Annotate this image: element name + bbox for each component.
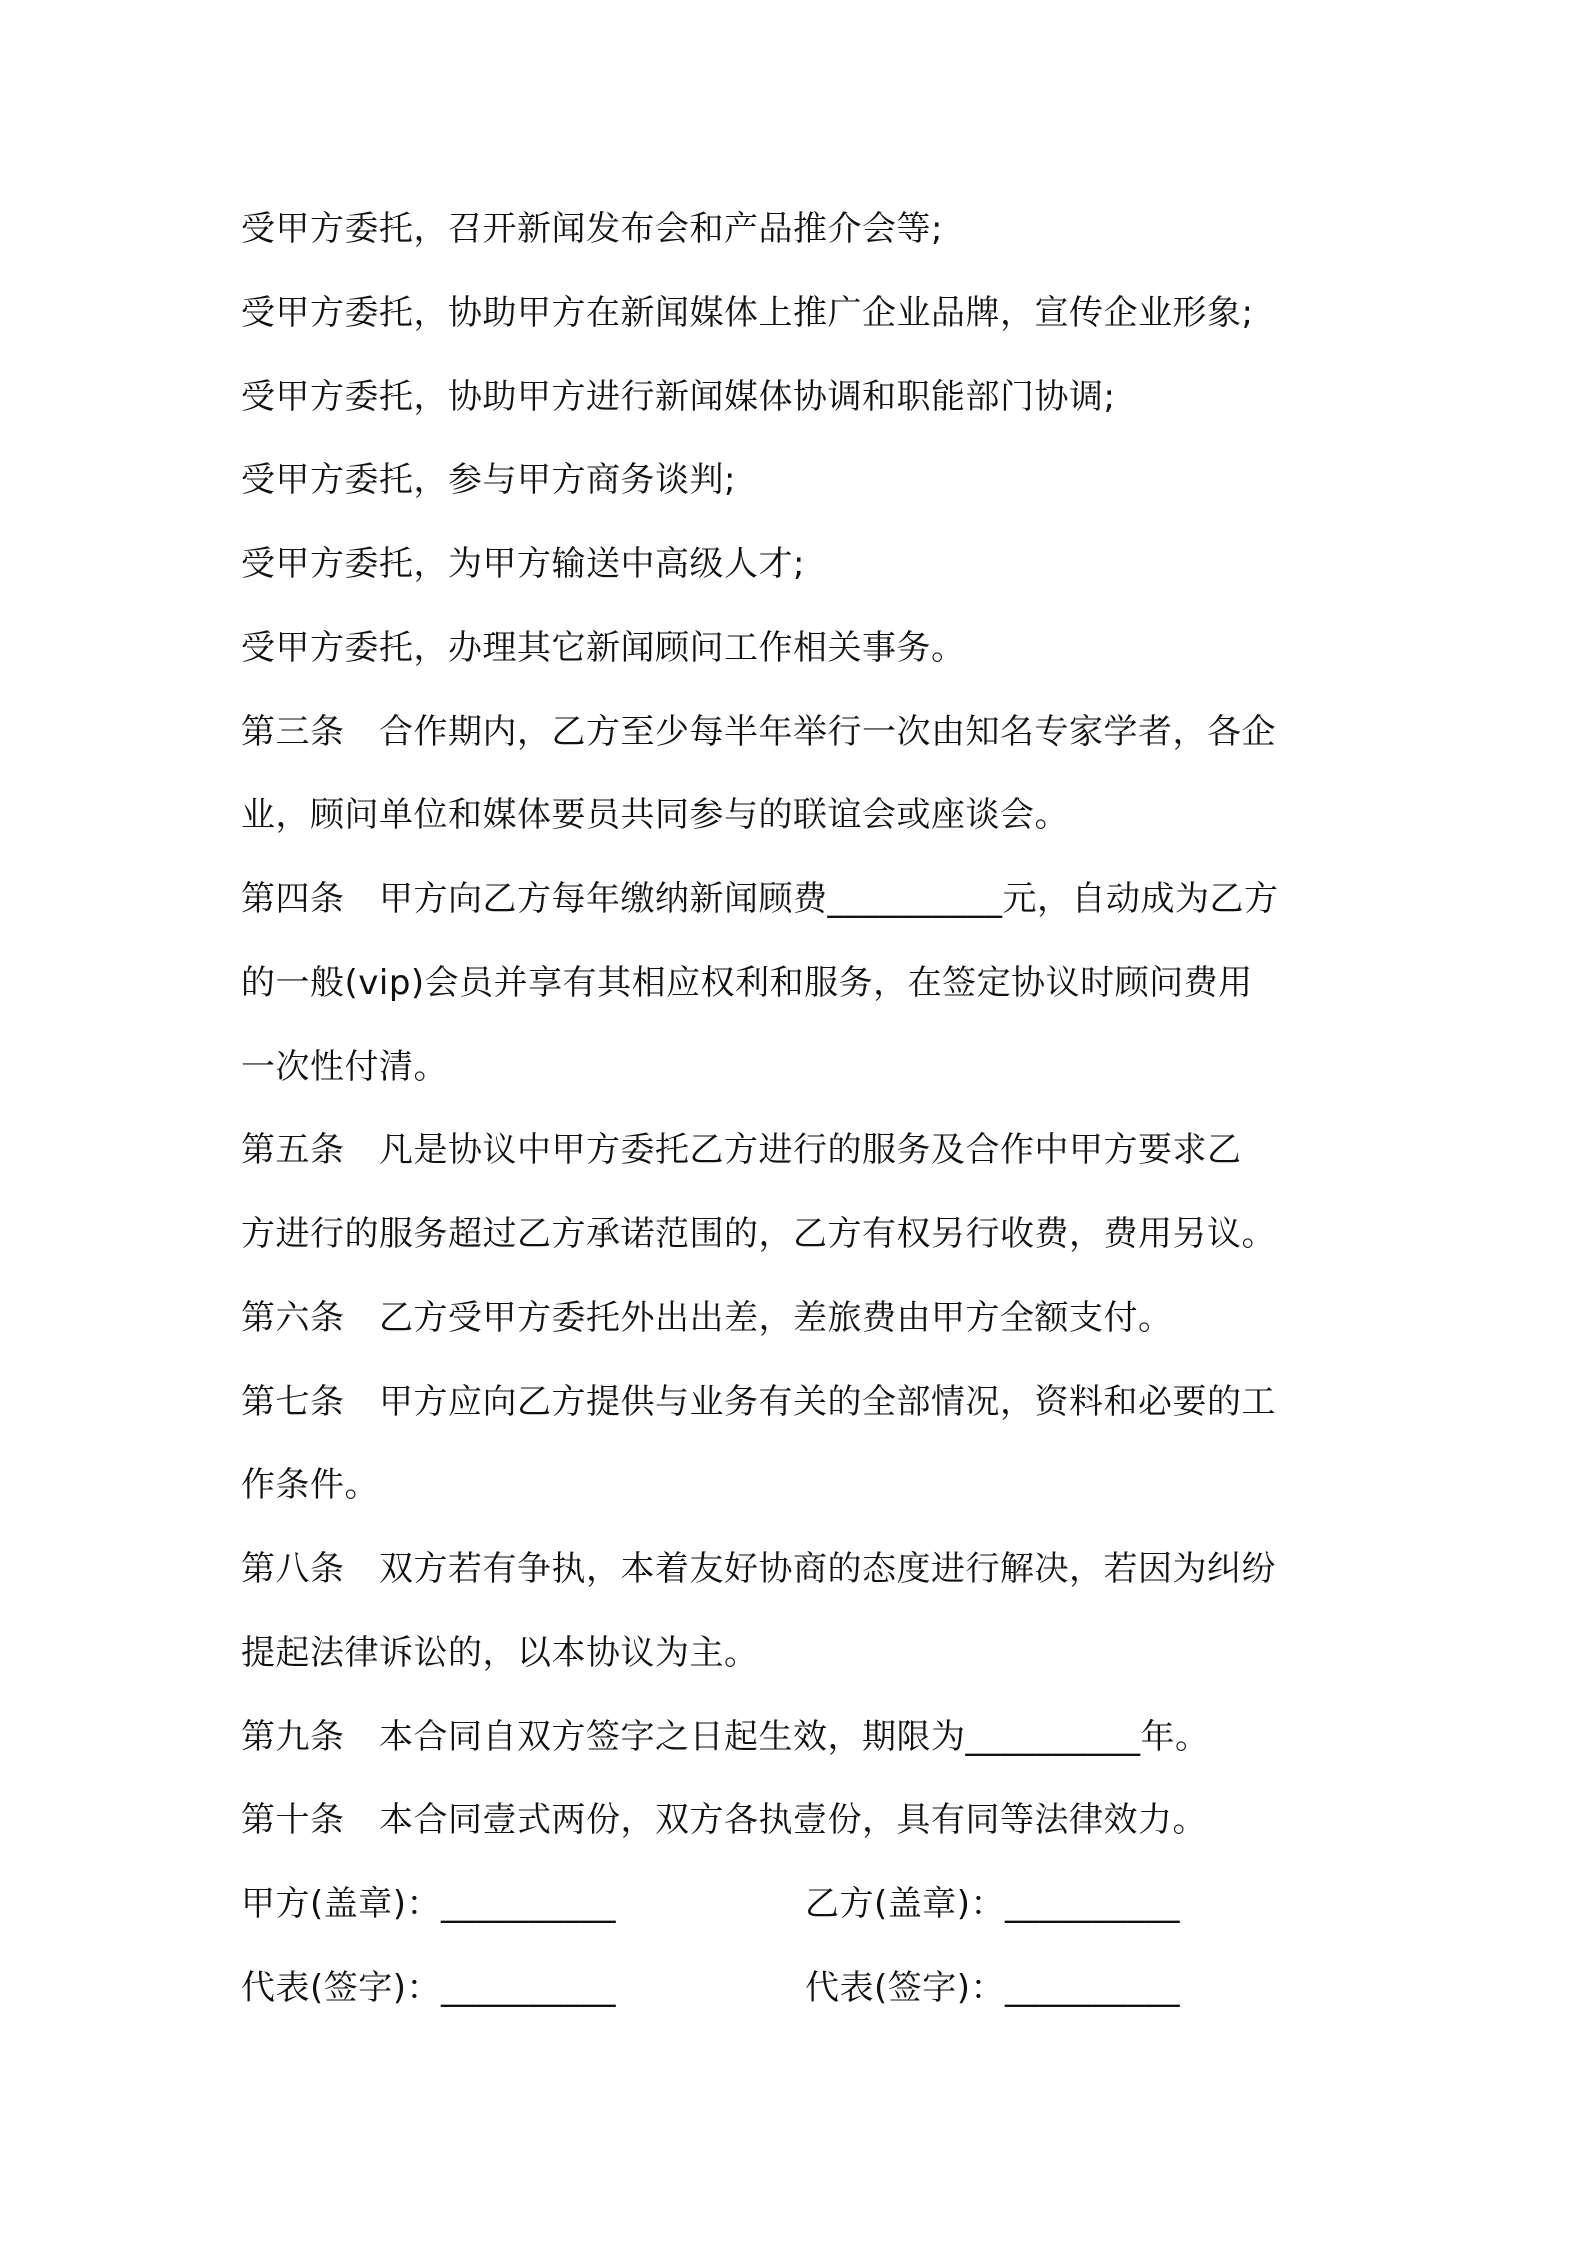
article-8-line: 提起法律诉讼的，以本协议为主。 — [241, 1633, 759, 1673]
article-8-line: 第八条 双方若有争执，本着友好协商的态度进行解决，若因为纠纷 — [241, 1549, 1276, 1589]
article-5-line: 第五条 凡是协议中甲方委托乙方进行的服务及合作中甲方要求乙 — [241, 1130, 1242, 1170]
text-line: 受甲方委托，为甲方输送中高级人才; — [241, 544, 805, 584]
text-line: 受甲方委托，协助甲方在新闻媒体上推广企业品牌，宣传企业形象; — [241, 293, 1254, 333]
article-7-line: 作条件。 — [241, 1465, 379, 1505]
text-line: 受甲方委托，办理其它新闻顾问工作相关事务。 — [241, 628, 966, 668]
article-3-line: 业，顾问单位和媒体要员共同参与的联谊会或座谈会。 — [241, 795, 1069, 835]
text-line: 受甲方委托，召开新闻发布会和产品推介会等; — [241, 209, 943, 249]
article-4-line: 第四条 甲方向乙方每年缴纳新闻顾费__________元，自动成为乙方 — [241, 879, 1279, 919]
article-6-line: 第六条 乙方受甲方委托外出出差，差旅费由甲方全额支付。 — [241, 1298, 1173, 1338]
article-4-line: 一次性付清。 — [241, 1047, 448, 1087]
party-a-signature-field: 代表(签字)：__________ — [241, 1968, 617, 2008]
article-3-line: 第三条 合作期内，乙方至少每半年举行一次由知名专家学者，各企 — [241, 712, 1276, 752]
party-a-seal-field: 甲方(盖章)：__________ — [241, 1884, 617, 1924]
party-b-seal-field: 乙方(盖章)：__________ — [805, 1884, 1181, 1924]
article-4-line: 的一般(vip)会员并享有其相应权利和服务，在签定协议时顾问费用 — [241, 963, 1253, 1003]
article-9-line: 第九条 本合同自双方签字之日起生效，期限为__________年。 — [241, 1717, 1210, 1757]
text-line: 受甲方委托，协助甲方进行新闻媒体协调和职能部门协调; — [241, 377, 1116, 417]
article-10-line: 第十条 本合同壹式两份，双方各执壹份，具有同等法律效力。 — [241, 1800, 1207, 1840]
text-line: 受甲方委托，参与甲方商务谈判; — [241, 460, 736, 500]
article-7-line: 第七条 甲方应向乙方提供与业务有关的全部情况，资料和必要的工 — [241, 1382, 1276, 1422]
article-5-line: 方进行的服务超过乙方承诺范围的，乙方有权另行收费，费用另议。 — [241, 1214, 1276, 1254]
party-b-signature-field: 代表(签字)：__________ — [805, 1968, 1181, 2008]
